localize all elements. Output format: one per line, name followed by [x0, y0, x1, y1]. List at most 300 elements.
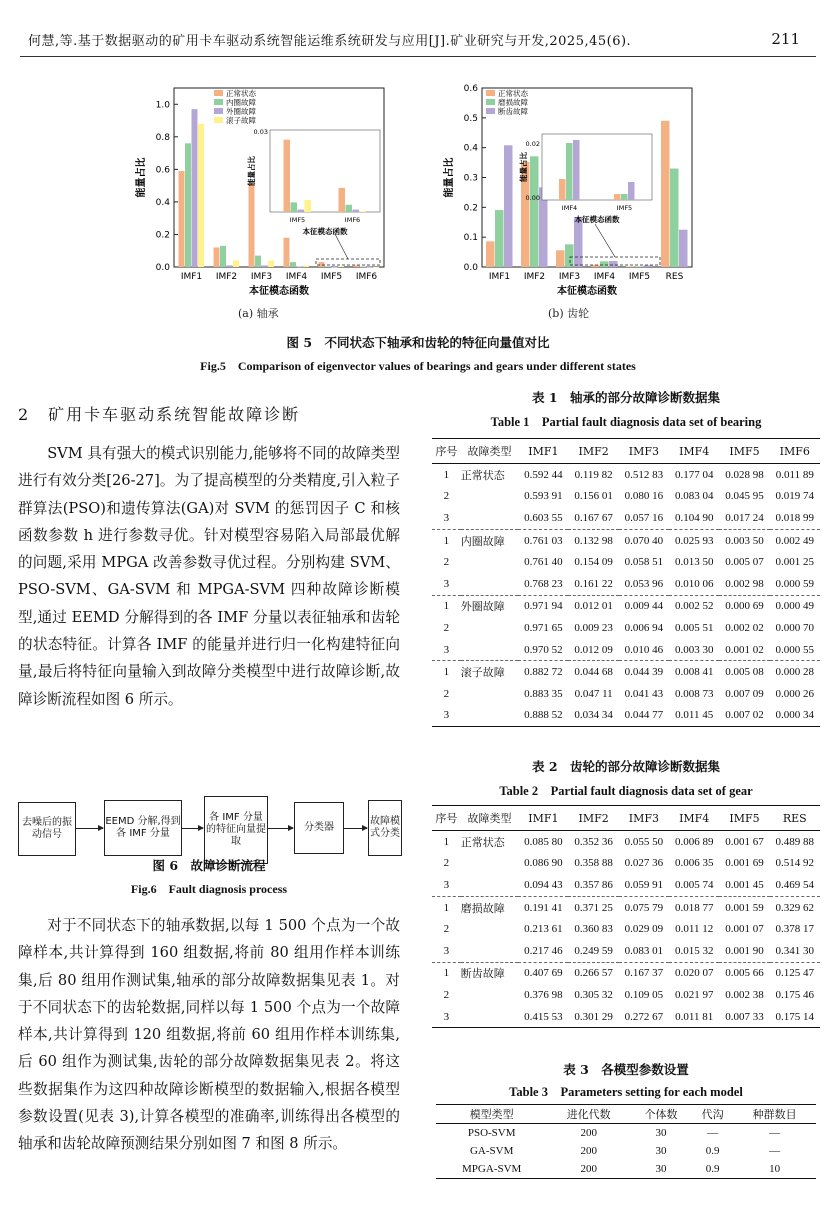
- table-cell: 0.003 30: [674, 643, 714, 656]
- table-cell: 30: [655, 1127, 667, 1139]
- table-cell: 0.009 44: [619, 595, 669, 617]
- inset-tick-label: IMF4: [561, 204, 578, 212]
- inset-bar: [559, 179, 566, 200]
- table-header-cell: IMF1: [518, 806, 568, 831]
- table-cell: 0.034 34: [568, 705, 618, 727]
- y-tick-label: 0.0: [155, 263, 170, 273]
- bar-IMF2-1: [530, 156, 539, 267]
- table-cell: [461, 705, 518, 727]
- table-cell: 0.161 22: [574, 577, 613, 590]
- legend-swatch: [214, 108, 223, 114]
- flow-arrow: [75, 828, 103, 829]
- table-cell: 0.011 45: [669, 705, 719, 727]
- legend-label: 磨损故障: [498, 98, 528, 107]
- table-header-cell: IMF5: [719, 806, 769, 831]
- table-cell: 0.010 06: [674, 577, 714, 590]
- inset-frame: [542, 134, 652, 200]
- table-cell: [461, 984, 518, 1006]
- table-cell: 0.376 98: [524, 988, 563, 1001]
- table-cell: 0.000 59: [775, 577, 815, 590]
- table-header-cell: 模型类型: [436, 1105, 547, 1124]
- table-cell: [461, 683, 518, 705]
- bar-IMF4-2: [609, 261, 618, 267]
- table-cell: 0.055 50: [624, 835, 664, 848]
- bar-RES-1: [670, 169, 679, 267]
- y-tick-label: 0.1: [463, 233, 478, 244]
- legend-swatch: [486, 90, 495, 96]
- table-cell: 3: [432, 705, 461, 727]
- x-tick-label: IMF1: [488, 272, 511, 282]
- table-cell: 2: [443, 687, 450, 700]
- table-header-cell: 序号: [432, 439, 461, 464]
- table-row: [432, 661, 820, 683]
- table-cell: 0.015 32: [674, 944, 714, 957]
- table-row: [432, 551, 820, 573]
- table-cell: 0.167 37: [619, 962, 669, 984]
- inset-y-label: 能量占比: [247, 156, 256, 186]
- x-tick-label: IMF5: [628, 272, 651, 282]
- table-cell: [461, 853, 518, 875]
- table-cell: 0.011 89: [775, 468, 814, 481]
- table-cell: 0.010 46: [624, 643, 664, 656]
- table-cell: 2: [443, 621, 450, 634]
- table-cell: 0.009 23: [574, 621, 613, 634]
- table-cell: 0.005 07: [725, 556, 764, 569]
- page-number: 211: [771, 30, 800, 48]
- table-row: [432, 595, 820, 617]
- table-cell: 3: [443, 511, 450, 524]
- table-cell: 0.011 81: [669, 1006, 719, 1028]
- bar-IMF2-1: [220, 246, 226, 267]
- y-tick-label: 0.6: [155, 165, 170, 176]
- paragraph-1-text: SVM 具有强大的模式识别能力,能够将不同的故障类型进行有效分类[26-27]。为了提高模型的分类精度,引入粒子群算法(PSO)和遗传算法(GA)对 SVM 的惩罚因子 C 和核函数参数 h 进行参数寻优。针对模型容易陷入局部最优解的问题,采用 MPGA 改善参数寻优过程。分别构建 SVM、PSO-SVM、GA-SVM 和 MPGA-SVM 四种故障诊断模型,通过 EEMD 分解得到的各 IMF 分量以表征轴承和齿轮的状态特征。计算各 IMF 的能量并进行归一化构建特征向量,最后将特征向量输入到故障分类模型中进行故障诊断,故障诊断流程如图 6 所示。: [18, 445, 400, 708]
- table-cell: 0.008 73: [674, 687, 714, 700]
- bar-IMF5-1: [635, 266, 644, 267]
- bar-IMF5-2: [644, 265, 653, 267]
- table-cell: 0.761 40: [524, 556, 563, 569]
- zoom-region: [316, 259, 380, 265]
- table-cell: 0.025 93: [669, 529, 719, 551]
- bar-IMF3-3: [268, 260, 274, 267]
- table-row: [432, 940, 820, 962]
- table-cell: 2: [443, 988, 450, 1001]
- inset-bar: [573, 140, 580, 200]
- legend-label: 滚子故障: [226, 116, 256, 125]
- bar-IMF5-2: [332, 267, 338, 268]
- table-cell: 0.000 28: [770, 661, 820, 683]
- table-header-cell: IMF3: [619, 806, 669, 831]
- table-cell: 3: [432, 1006, 461, 1028]
- table-cell: 0.007 02: [719, 705, 769, 727]
- table-row: [432, 639, 820, 661]
- legend-swatch: [486, 108, 495, 114]
- table-row: [432, 962, 820, 984]
- table-cell: 0.132 98: [568, 529, 618, 551]
- table-cell: 0.888 52: [518, 705, 568, 727]
- x-tick-label: IMF2: [523, 272, 546, 282]
- x-tick-label: IMF5: [320, 272, 343, 282]
- table-cell: 0.013 50: [674, 556, 714, 569]
- inset-y-label: 能量占比: [519, 152, 528, 182]
- table-cell: 0.047 11: [574, 687, 613, 700]
- table-cell: 0.301 29: [568, 1006, 618, 1028]
- table-cell: [461, 940, 518, 962]
- table-cell: 1: [432, 896, 461, 918]
- table-cell: 0.177 04: [674, 468, 714, 481]
- table-row: [432, 617, 820, 639]
- table-cell: 0.249 59: [574, 944, 613, 957]
- table-cell: 0.104 90: [674, 511, 714, 524]
- inset-tick-label: IMF6: [344, 216, 361, 224]
- bar-IMF4-3: [303, 265, 309, 267]
- flow-arrow: [267, 828, 293, 829]
- table-cell: 1: [432, 962, 461, 984]
- table-cell: 3: [443, 643, 450, 656]
- table-cell: 0.029 09: [624, 923, 664, 936]
- table-cell: [461, 551, 518, 573]
- table-cell: 磨损故障: [461, 896, 518, 918]
- table-cell: 0.883 35: [524, 687, 563, 700]
- table-cell: 0.012 09: [574, 643, 613, 656]
- inset-bar: [566, 143, 573, 200]
- table-cell: 0.357 86: [574, 878, 613, 891]
- table-cell: 30: [655, 1145, 667, 1157]
- table-cell: 0.971 65: [524, 621, 563, 634]
- table2-caption-cn: 表 2 齿轮的部分故障诊断数据集: [531, 759, 721, 774]
- table-cell: 0.000 26: [775, 687, 815, 700]
- table-cell: 0.057 16: [624, 511, 664, 524]
- inset-bar: [291, 202, 298, 212]
- table-cell: 0.154 09: [574, 556, 613, 569]
- table-cell: 0.044 68: [568, 661, 618, 683]
- table-cell: 0.007 33: [719, 1006, 769, 1028]
- table-cell: 3: [443, 878, 450, 891]
- table-cell: 0.882 72: [518, 661, 568, 683]
- table-cell: 0.191 41: [518, 896, 568, 918]
- inset-x-label: 本征模态函数: [574, 215, 620, 224]
- table-cell: 30: [630, 1160, 692, 1179]
- table-cell: 0.083 04: [674, 490, 714, 503]
- bar-IMF4-2: [297, 267, 303, 268]
- table-row: [432, 464, 820, 486]
- table-cell: 0.007 09: [725, 687, 764, 700]
- table-cell: 0.512 83: [624, 468, 664, 481]
- table-cell: 0.005 66: [719, 962, 769, 984]
- table-cell: [461, 507, 518, 529]
- table-cell: 0.001 90: [725, 944, 764, 957]
- table-cell: 0.002 02: [725, 621, 764, 634]
- bar-RES-2: [679, 230, 688, 267]
- figure6-caption-en: Fig.6 Fault diagnosis process: [130, 882, 288, 896]
- bar-IMF2-0: [214, 247, 220, 267]
- bar-IMF3-0: [249, 184, 255, 267]
- inset-bar: [621, 194, 628, 200]
- table-cell: 0.028 98: [725, 468, 764, 481]
- x-tick-label: IMF3: [558, 272, 581, 282]
- bar-IMF2-2: [227, 265, 233, 267]
- inset-bar: [298, 210, 305, 212]
- table-row: [432, 529, 820, 551]
- table-cell: 0.415 53: [518, 1006, 568, 1028]
- table-cell: [461, 617, 518, 639]
- subcaption-b: (b) 齿轮: [548, 307, 590, 320]
- table-cell: 200: [580, 1127, 597, 1139]
- table-cell: 0.489 88: [775, 835, 815, 848]
- table-row: [432, 831, 820, 853]
- table-cell: 0.080 16: [624, 490, 664, 503]
- bar-IMF3-2: [262, 265, 268, 267]
- table-header-cell: IMF5: [719, 439, 769, 464]
- flow-box-feature: 各 IMF 分量的特征向量提取: [204, 796, 268, 864]
- table-cell: 0.266 57: [568, 962, 618, 984]
- legend-label: 正常状态: [498, 89, 528, 98]
- table-cell: 0.044 77: [619, 705, 669, 727]
- table-cell: 2: [443, 857, 450, 870]
- flow-arrow: [181, 828, 203, 829]
- table-row: [436, 1124, 816, 1143]
- inset-bar: [346, 205, 353, 212]
- table-row: [432, 896, 820, 918]
- subcaption-a: (a) 轴承: [238, 307, 279, 320]
- table-cell: 0.002 38: [725, 988, 764, 1001]
- inset-bar: [353, 210, 360, 212]
- table-cell: 0.041 43: [624, 687, 664, 700]
- bar-IMF1-2: [192, 109, 198, 267]
- table-cell: [461, 918, 518, 940]
- table-row: [432, 853, 820, 875]
- inset-y-tick: 0.00: [525, 194, 540, 202]
- bar-RES-0: [661, 121, 670, 267]
- table-cell: 0.001 02: [725, 643, 764, 656]
- bar-IMF1-3: [198, 124, 204, 267]
- table-row: [432, 1006, 820, 1028]
- legend-swatch: [486, 99, 495, 105]
- table-cell: 0.970 52: [524, 643, 563, 656]
- bar-IMF6-1: [360, 267, 366, 268]
- table-header-cell: IMF4: [669, 806, 719, 831]
- table-cell: 0.971 94: [518, 595, 568, 617]
- table-header-cell: IMF3: [619, 439, 669, 464]
- table-cell: 0.045 95: [725, 490, 764, 503]
- table-cell: 0.002 49: [770, 529, 820, 551]
- running-header: 何慧,等.基于数据驱动的矿用卡车驱动系统智能运维系统研发与应用[J].矿业研究与开发,2025,45(6).: [28, 34, 632, 49]
- table-cell: 0.272 67: [619, 1006, 669, 1028]
- table-cell: 0.001 45: [725, 878, 764, 891]
- y-tick-label: 0.6: [463, 84, 478, 94]
- table-cell: 3: [443, 577, 450, 590]
- table-row: [432, 486, 820, 508]
- y-tick-label: 1.0: [155, 100, 170, 111]
- table3-caption-cn: 表 3 各模型参数设置: [563, 1062, 689, 1077]
- table3-model-params: [436, 1104, 816, 1179]
- inset-tick-label: IMF5: [289, 216, 306, 224]
- legend-swatch: [214, 117, 223, 123]
- table-cell: 0.378 17: [775, 923, 815, 936]
- table-cell: GA-SVM: [469, 1145, 514, 1157]
- table-cell: 0.006 89: [674, 835, 714, 848]
- table-cell: 0.514 92: [775, 857, 815, 870]
- table-cell: 0.002 52: [669, 595, 719, 617]
- table-cell: 200: [580, 1145, 597, 1157]
- table-cell: 0.001 69: [725, 857, 764, 870]
- chart-gear: [430, 74, 710, 314]
- table-cell: 10: [733, 1160, 816, 1179]
- table2-caption-en: Table 2 Partial fault diagnosis data set of gear: [499, 784, 753, 798]
- y-tick-label: 0.2: [463, 203, 478, 214]
- table-cell: 外圈故障: [461, 595, 518, 617]
- bar-IMF5-1: [325, 266, 331, 267]
- table-cell: [461, 1006, 518, 1028]
- table-cell: 0.9: [705, 1145, 720, 1157]
- table-cell: 1: [443, 835, 450, 848]
- table-cell: 0.407 69: [518, 962, 568, 984]
- table-cell: 0.053 96: [624, 577, 664, 590]
- table-cell: 0.000 55: [775, 643, 815, 656]
- table-header-cell: 代沟: [692, 1105, 733, 1124]
- flow-arrow: [343, 828, 367, 829]
- x-tick-label: IMF4: [285, 272, 308, 282]
- table1-bearing-data: [432, 438, 820, 727]
- table-cell: 内圈故障: [461, 529, 518, 551]
- y-tick-label: 0.8: [155, 132, 170, 143]
- bar-IMF4-0: [284, 238, 290, 267]
- table-header-cell: 进化代数: [547, 1105, 630, 1124]
- inset-bar: [284, 140, 291, 212]
- figure6-caption-cn: 图 6 故障诊断流程: [152, 858, 266, 873]
- legend-swatch: [214, 99, 223, 105]
- table-cell: 0.000 70: [775, 621, 815, 634]
- table-cell: 2: [443, 490, 450, 503]
- table-cell: —: [707, 1127, 719, 1139]
- table-cell: 0.011 12: [675, 923, 714, 936]
- x-tick-label: IMF6: [355, 272, 378, 282]
- table-cell: 0.109 05: [624, 988, 664, 1001]
- table-cell: 0.002 98: [725, 577, 764, 590]
- table-row: [432, 573, 820, 595]
- table-cell: 3: [443, 944, 450, 957]
- table-cell: 0.761 03: [518, 529, 568, 551]
- table-cell: 0.175 14: [770, 1006, 820, 1028]
- table-cell: [461, 874, 518, 896]
- inset-x-label: 本征模态函数: [302, 227, 348, 236]
- y-tick-label: 0.2: [155, 230, 170, 241]
- table-cell: 0.341 30: [775, 944, 815, 957]
- table-header-cell: 故障类型: [461, 806, 518, 831]
- table-cell: 0.9: [692, 1160, 733, 1179]
- table-cell: 0.059 91: [624, 878, 664, 891]
- table-header-cell: IMF2: [568, 439, 618, 464]
- bar-IMF5-0: [319, 262, 325, 267]
- table-cell: 0.005 08: [719, 661, 769, 683]
- table2-gear-data: [432, 805, 820, 1028]
- x-tick-label: IMF3: [250, 272, 273, 282]
- table-header-cell: IMF4: [669, 439, 719, 464]
- header-rule: [20, 56, 816, 57]
- bar-IMF4-1: [290, 262, 296, 267]
- table-cell: 滚子故障: [461, 661, 518, 683]
- table-cell: 2: [443, 556, 450, 569]
- legend-label: 外圈故障: [226, 107, 256, 116]
- bar-IMF5-3: [338, 266, 344, 267]
- table-header-cell: 故障类型: [461, 439, 518, 464]
- table-cell: 0.017 24: [725, 511, 764, 524]
- section-heading: 2 矿用卡车驱动系统智能故障诊断: [18, 405, 301, 424]
- legend-label: 内圈故障: [226, 98, 256, 107]
- table-cell: 0.000 69: [719, 595, 769, 617]
- flow-box-classifier: 分类器: [294, 802, 344, 854]
- x-axis-label: 本征模态函数: [557, 286, 617, 297]
- bar-IMF1-1: [495, 210, 504, 267]
- inset-tick-label: IMF5: [616, 204, 633, 212]
- table-cell: 0.360 83: [574, 923, 613, 936]
- table-cell: 0.018 77: [669, 896, 719, 918]
- table-header-cell: 种群数目: [733, 1105, 816, 1124]
- legend-label: 正常状态: [226, 89, 256, 98]
- table3-caption-en: Table 3 Parameters setting for each model: [509, 1085, 743, 1099]
- table-row: [436, 1160, 816, 1179]
- y-tick-label: 0.4: [463, 143, 478, 154]
- inset-bar: [339, 188, 346, 212]
- table-cell: 0.329 62: [770, 896, 820, 918]
- table-cell: PSO-SVM: [467, 1127, 516, 1139]
- table-cell: 0.008 41: [669, 661, 719, 683]
- table-cell: 0.593 91: [524, 490, 563, 503]
- inset-y-tick: 0.03: [253, 128, 268, 136]
- table-row: [432, 705, 820, 727]
- table-cell: 0.125 47: [770, 962, 820, 984]
- table-header-cell: IMF1: [518, 439, 568, 464]
- table-cell: 2: [443, 923, 450, 936]
- flow-box-output: 故障模式分类: [368, 800, 402, 856]
- table-cell: 0.006 94: [624, 621, 664, 634]
- bar-IMF1-2: [504, 145, 513, 267]
- table-cell: 0.006 35: [674, 857, 714, 870]
- y-axis-label: 能量占比: [444, 157, 455, 198]
- table-header-cell: RES: [770, 806, 820, 831]
- table-cell: 1: [443, 468, 450, 481]
- table-cell: 0.005 74: [674, 878, 714, 891]
- table-cell: 0.086 90: [524, 857, 563, 870]
- table-cell: 断齿故障: [461, 962, 518, 984]
- table-cell: 0.603 55: [524, 511, 563, 524]
- zoom-pointer: [335, 234, 348, 259]
- table-cell: 0.167 67: [574, 511, 613, 524]
- flow-box-signal: 去噪后的振动信号: [18, 802, 76, 856]
- table-cell: [461, 486, 518, 508]
- table-cell: 0.085 80: [524, 835, 563, 848]
- legend-label: 断齿故障: [498, 107, 528, 116]
- figure5-caption-en: Fig.5 Comparison of eigenvector values of bearings and gears under different states: [200, 359, 636, 373]
- table-cell: 0.070 40: [619, 529, 669, 551]
- y-tick-label: 0.5: [463, 113, 478, 124]
- table-cell: 0.058 51: [624, 556, 664, 569]
- table-cell: [461, 639, 518, 661]
- table-cell: 0.119 82: [574, 468, 613, 481]
- legend-swatch: [214, 90, 223, 96]
- table-cell: 0.021 97: [674, 988, 714, 1001]
- table1-caption-en: Table 1 Partial fault diagnosis data set of bearing: [490, 415, 762, 429]
- table-cell: 正常状态: [460, 835, 505, 849]
- table-row: [432, 874, 820, 896]
- table-row: [432, 918, 820, 940]
- inset-bar: [628, 182, 635, 200]
- bar-IMF4-1: [600, 261, 609, 267]
- bar-IMF5-0: [626, 266, 635, 267]
- table-row: [432, 984, 820, 1006]
- table-header-cell: IMF2: [568, 806, 618, 831]
- inset-y-tick: 0.02: [525, 140, 540, 148]
- table-cell: [461, 573, 518, 595]
